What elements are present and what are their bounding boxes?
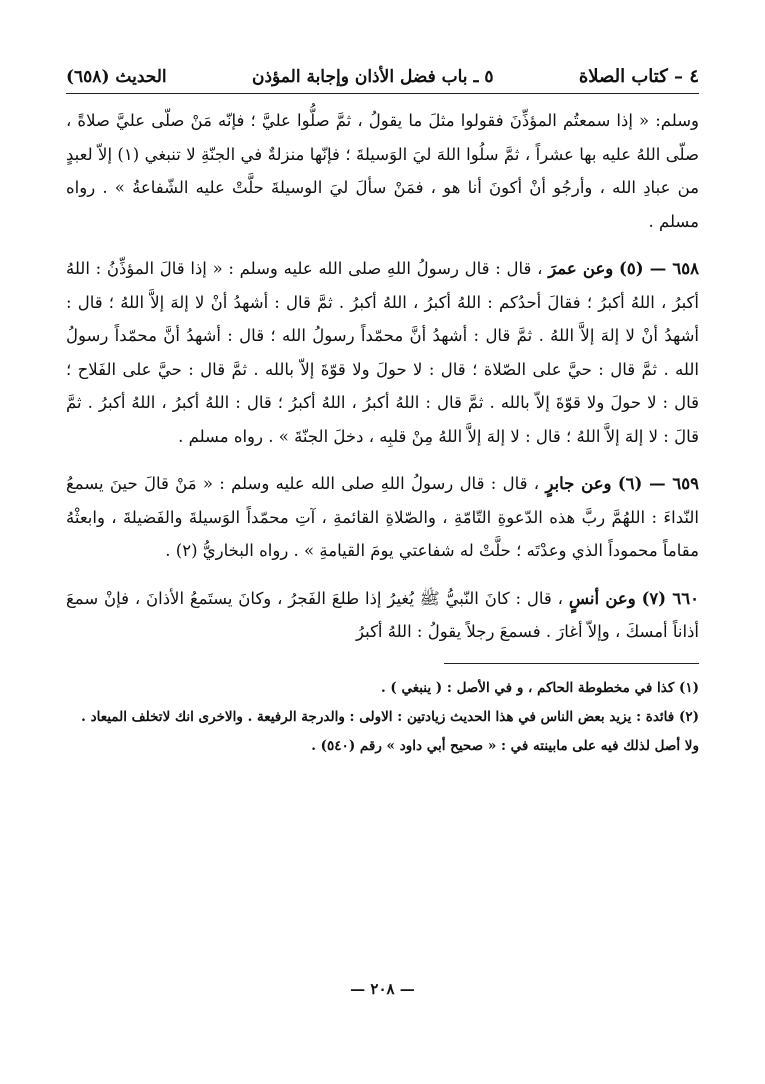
hadith-body bbox=[66, 104, 699, 649]
narrator: وعن جابرٍ bbox=[545, 474, 612, 493]
hadith-paragraph-660 bbox=[66, 582, 699, 649]
book-title: ٤ – كتاب الصلاة bbox=[578, 66, 699, 87]
paragraph-text: وسلم: « إذا سمعتُم المؤذِّنَ فقولوا مثلَ ما يقولُ ، ثمَّ صلُّوا عليَّ ؛ فإنّه مَنْ صلّى عليَّ صلاةً ، صلّى اللهُ عليه بها عشراً ، ثمَّ سلُوا اللهَ ليَ الوَسيلةَ ؛ فإنّها منزلةٌ في الجنّةِ لا تنبغي (١) إلاّ لعبدٍ من عبادِ الله ، وأرجُو أنْ أكونَ أنا هو ، فمَنْ سألَ ليَ الوسيلةَ حلَّتْ عليه الشّفاعةُ » . رواه مسلم . bbox=[66, 111, 699, 231]
narrator: وعن عمرَ bbox=[548, 259, 614, 278]
paragraph-text: ، قال : قال رسولُ اللهِ صلى الله عليه وسلم : « مَنْ قالَ حينَ يسمعُ النّداءَ : اللهُمَّ ربَّ هذه الدّعوةِ التّامّةِ ، والصّلاةِ القائمةِ ، آتِ محمّداً الوَسيلةَ والفَضيلةَ ، وابعثْهُ مقاماً محموداً الذي وعدْتَه ؛ حلَّتْ له شفاعتي يومَ القيامةِ » . رواه البخاريُّ (٢) . bbox=[66, 474, 699, 560]
narrator: وعن أنسٍ bbox=[568, 588, 636, 608]
chapter-title: ٥ ـ باب فضل الأذان وإجابة المؤذن bbox=[251, 67, 494, 87]
paragraph-text: ، قال : قال رسولُ اللهِ صلى الله عليه وسلم : « إذا قالَ المؤذِّنُ : اللهُ أكبرُ ، اللهُ أكبرُ ؛ فقالَ أحدُكم : اللهُ أكبرُ ، اللهُ أكبرُ . ثمَّ قال : أشهدُ أنْ لا إلهَ إلاَّ اللهُ ؛ قال : أشهدُ أنْ لا إلهَ إلاَّ اللهُ . ثمَّ قال : أشهدُ أنَّ محمّداً رسولُ الله ؛ قال : أشهدُ أنَّ محمّداً رسولُ الله . ثمَّ قال : حيَّ على الصّلاة ؛ قال : لا حولَ ولا قوّةَ إلاّ بالله . ثمَّ قال : حيَّ على الفَلاح ؛ قال : لا حولَ ولا قوّةَ إلاّ بالله . ثمَّ قال : اللهُ أكبرُ ، اللهُ أكبرُ ؛ قال : اللهُ أكبرُ ، اللهُ أكبرُ . ثمَّ قالَ : لا إلهَ إلاَّ اللهُ ؛ قال : لا إلهَ إلاَّ اللهُ مِنْ قلبِه ، دخلَ الجنّةَ » . رواه مسلم . bbox=[66, 259, 700, 446]
page-header bbox=[66, 66, 699, 94]
paragraph-text: ، قال : كانَ النّبيُّ ﷺ يُغيرُ إذا طلعَ الفَجرُ ، وكانَ يستَمعُ الأذانَ ، فإنْ سمعَ أذاناً أمسكَ ، وإلاّ أغارَ . فسمعَ رجلاً يقولُ : اللهُ أكبرُ bbox=[66, 588, 699, 641]
hadith-number: ٦٦٠ (٧) bbox=[641, 588, 699, 608]
page-number: — ٢٠٨ — bbox=[350, 980, 415, 998]
hadith-reference: الحديث (٦٥٨) bbox=[66, 67, 167, 87]
hadith-paragraph-658 bbox=[66, 252, 699, 453]
footnotes bbox=[66, 674, 699, 761]
hadith-paragraph-659 bbox=[66, 467, 699, 568]
hadith-number: ٦٥٩ — (٦) bbox=[617, 474, 699, 493]
footnote-1: (١) كذا في مخطوطة الحاكم ، و في الأصل : ( ينبغي ) . bbox=[380, 679, 699, 696]
hadith-number: ٦٥٨ — (٥) bbox=[619, 259, 700, 278]
footnote-2: (٢) فائدة : يزيد بعض الناس في هذا الحديث زيادتين : الاولى : والدرجة الرفيعة . والاخرى انك لاتخلف الميعاد . ولا أصل لذلك فيه على مابينته في : « صحيح أبي داود » رقم (٥٤٠) . bbox=[81, 708, 699, 754]
footnote-divider bbox=[444, 663, 699, 664]
hadith-paragraph-continued bbox=[66, 104, 699, 238]
